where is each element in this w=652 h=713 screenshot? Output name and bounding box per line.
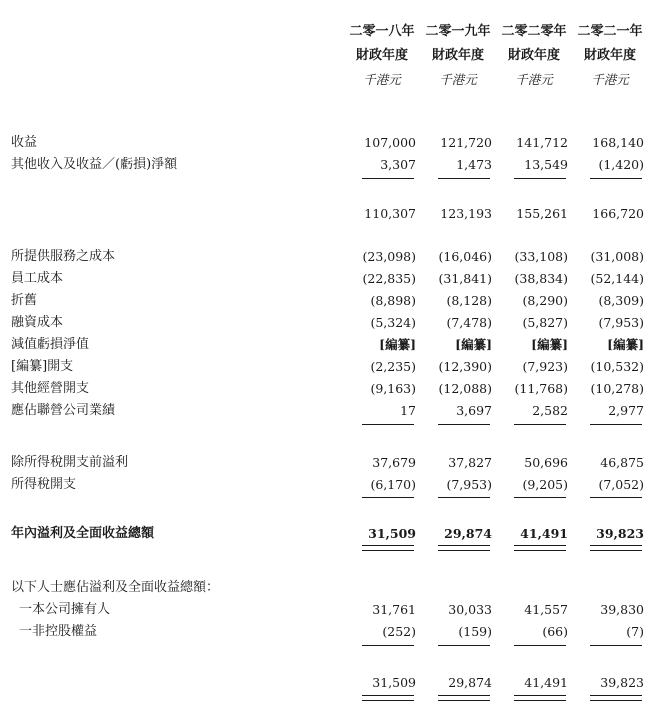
column-header-2021 bbox=[570, 20, 650, 92]
period-label: 財政年度 bbox=[583, 48, 636, 63]
row-value: 107,000 bbox=[364, 135, 416, 150]
row-value: 31,509 bbox=[368, 526, 416, 541]
row-value: (7,923) bbox=[522, 359, 568, 374]
table-row-cost-of-services bbox=[0, 246, 652, 268]
total-double-rule bbox=[590, 545, 642, 551]
row-value: 31,509 bbox=[372, 675, 416, 690]
subtotal-rule bbox=[514, 424, 566, 425]
unit-label: 千港元 bbox=[515, 72, 553, 87]
table-row-subtotal bbox=[0, 203, 652, 225]
row-value: 3,697 bbox=[456, 403, 492, 418]
subtotal-rule bbox=[362, 497, 414, 498]
row-value: (66) bbox=[542, 624, 568, 639]
unit-label: 千港元 bbox=[439, 72, 477, 87]
row-value: (22,835) bbox=[362, 271, 416, 286]
row-label: 折舊 bbox=[11, 293, 38, 308]
table-row-impairment bbox=[0, 334, 652, 356]
redacted-value: [編纂] bbox=[607, 337, 644, 352]
row-value: 30,033 bbox=[448, 602, 492, 617]
column-header-2018 bbox=[342, 20, 422, 92]
row-value: 29,874 bbox=[448, 675, 492, 690]
row-value: 168,140 bbox=[592, 135, 644, 150]
subtotal-rule bbox=[438, 497, 490, 498]
row-value: 37,679 bbox=[372, 455, 416, 470]
table-row-non-controlling bbox=[0, 621, 652, 643]
total-double-rule bbox=[362, 695, 414, 701]
row-value: (6,170) bbox=[370, 477, 416, 492]
row-value: (11,768) bbox=[514, 381, 568, 396]
row-label: 一本公司擁有人 bbox=[19, 602, 111, 617]
row-value: 37,827 bbox=[448, 455, 492, 470]
row-label: 收益 bbox=[11, 135, 38, 150]
row-value: 41,491 bbox=[524, 675, 568, 690]
year-label: 二零一九年 bbox=[425, 24, 491, 39]
subtotal-rule bbox=[590, 497, 642, 498]
unit-label: 千港元 bbox=[591, 72, 629, 87]
table-row-profit-before-tax bbox=[0, 452, 652, 474]
subtotal-rule bbox=[438, 424, 490, 425]
redacted-value: [編纂] bbox=[531, 337, 568, 352]
row-label: 年內溢利及全面收益總額 bbox=[11, 526, 155, 541]
row-value: (52,144) bbox=[590, 271, 644, 286]
table-row-revenue bbox=[0, 132, 652, 154]
row-value: (8,128) bbox=[446, 293, 492, 308]
table-row-owners bbox=[0, 599, 652, 621]
subtotal-rule bbox=[438, 178, 490, 179]
row-value: 13,549 bbox=[524, 157, 568, 172]
row-value: (8,290) bbox=[522, 293, 568, 308]
row-value: 46,875 bbox=[600, 455, 644, 470]
subtotal-rule bbox=[362, 178, 414, 179]
row-value: 166,720 bbox=[592, 206, 644, 221]
row-label: 除所得稅開支前溢利 bbox=[11, 455, 129, 470]
row-value: 39,823 bbox=[596, 526, 644, 541]
table-row-other-operating-expenses bbox=[0, 378, 652, 400]
row-value: (252) bbox=[382, 624, 416, 639]
row-value: 39,823 bbox=[600, 675, 644, 690]
row-value: (38,834) bbox=[514, 271, 568, 286]
row-value: 39,830 bbox=[600, 602, 644, 617]
table-row-attribution-heading bbox=[0, 577, 652, 599]
row-value: 1,473 bbox=[456, 157, 492, 172]
unit-label: 千港元 bbox=[363, 72, 401, 87]
row-value: 2,977 bbox=[608, 403, 644, 418]
row-value: 29,874 bbox=[444, 526, 492, 541]
table-row-final-total bbox=[0, 672, 652, 694]
period-label: 財政年度 bbox=[507, 48, 560, 63]
row-value: (31,841) bbox=[438, 271, 492, 286]
total-double-rule bbox=[514, 545, 566, 551]
row-value: 3,307 bbox=[380, 157, 416, 172]
row-value: (10,278) bbox=[590, 381, 644, 396]
row-value: 41,491 bbox=[520, 526, 568, 541]
subtotal-rule bbox=[362, 645, 414, 646]
table-row-depreciation bbox=[0, 290, 652, 312]
row-value: (7,052) bbox=[598, 477, 644, 492]
total-double-rule bbox=[438, 695, 490, 701]
subtotal-rule bbox=[590, 424, 642, 425]
period-label: 財政年度 bbox=[355, 48, 408, 63]
table-row-share-of-associate bbox=[0, 400, 652, 422]
redacted-value: [編纂] bbox=[379, 337, 416, 352]
row-value: (12,088) bbox=[438, 381, 492, 396]
row-label: 其他收入及收益／(虧損)淨額 bbox=[11, 157, 178, 172]
row-label: 減值虧損淨值 bbox=[11, 337, 90, 352]
subtotal-rule bbox=[514, 178, 566, 179]
table-row-staff-costs bbox=[0, 268, 652, 290]
row-value: 110,307 bbox=[364, 206, 416, 221]
row-value: 31,761 bbox=[372, 602, 416, 617]
row-value: (10,532) bbox=[590, 359, 644, 374]
row-value: (159) bbox=[458, 624, 492, 639]
year-label: 二零二零年 bbox=[501, 24, 567, 39]
row-label: 應佔聯營公司業績 bbox=[11, 403, 116, 418]
row-value: (7,953) bbox=[446, 477, 492, 492]
year-label: 二零一八年 bbox=[349, 24, 415, 39]
row-value: 121,720 bbox=[440, 135, 492, 150]
row-label: 融資成本 bbox=[11, 315, 64, 330]
subtotal-rule bbox=[590, 178, 642, 179]
total-double-rule bbox=[438, 545, 490, 551]
row-value: (5,324) bbox=[370, 315, 416, 330]
row-label: 以下人士應佔溢利及全面收益總額： bbox=[11, 580, 220, 595]
row-value: 50,696 bbox=[524, 455, 568, 470]
row-value: (1,420) bbox=[598, 157, 644, 172]
row-label: [編纂]開支 bbox=[11, 359, 74, 374]
period-label: 財政年度 bbox=[431, 48, 484, 63]
row-value: (9,205) bbox=[522, 477, 568, 492]
row-value: 41,557 bbox=[524, 602, 568, 617]
row-value: (7,478) bbox=[446, 315, 492, 330]
subtotal-rule bbox=[514, 645, 566, 646]
subtotal-rule bbox=[438, 645, 490, 646]
subtotal-rule bbox=[514, 497, 566, 498]
table-row-other-income bbox=[0, 154, 652, 176]
row-label: 所得稅開支 bbox=[11, 477, 77, 492]
row-value: 17 bbox=[400, 403, 416, 418]
column-header-2020 bbox=[494, 20, 574, 92]
row-value: 2,582 bbox=[532, 403, 568, 418]
row-value: (23,098) bbox=[362, 249, 416, 264]
row-value: (9,163) bbox=[370, 381, 416, 396]
row-value: 141,712 bbox=[516, 135, 568, 150]
total-double-rule bbox=[590, 695, 642, 701]
total-double-rule bbox=[514, 695, 566, 701]
row-value: (5,827) bbox=[522, 315, 568, 330]
row-value: (31,008) bbox=[590, 249, 644, 264]
row-value: (12,390) bbox=[438, 359, 492, 374]
row-value: (8,898) bbox=[370, 293, 416, 308]
row-label: 所提供服務之成本 bbox=[11, 249, 116, 264]
row-value: (8,309) bbox=[598, 293, 644, 308]
subtotal-rule bbox=[362, 424, 414, 425]
table-row-income-tax bbox=[0, 474, 652, 496]
redacted-value: [編纂] bbox=[455, 337, 492, 352]
column-header-2019 bbox=[418, 20, 498, 92]
table-row-listing-expenses bbox=[0, 356, 652, 378]
year-label: 二零二一年 bbox=[577, 24, 643, 39]
row-value: 155,261 bbox=[516, 206, 568, 221]
row-label: 員工成本 bbox=[11, 271, 64, 286]
table-row-total-comprehensive-income bbox=[0, 523, 652, 545]
row-value: (33,108) bbox=[514, 249, 568, 264]
row-value: 123,193 bbox=[440, 206, 492, 221]
row-value: (7,953) bbox=[598, 315, 644, 330]
row-value: (2,235) bbox=[370, 359, 416, 374]
table-row-finance-costs bbox=[0, 312, 652, 334]
row-value: (7) bbox=[626, 624, 644, 639]
subtotal-rule bbox=[590, 645, 642, 646]
row-label: 一非控股權益 bbox=[19, 624, 98, 639]
total-double-rule bbox=[362, 545, 414, 551]
row-label: 其他經營開支 bbox=[11, 381, 90, 396]
row-value: (16,046) bbox=[438, 249, 492, 264]
